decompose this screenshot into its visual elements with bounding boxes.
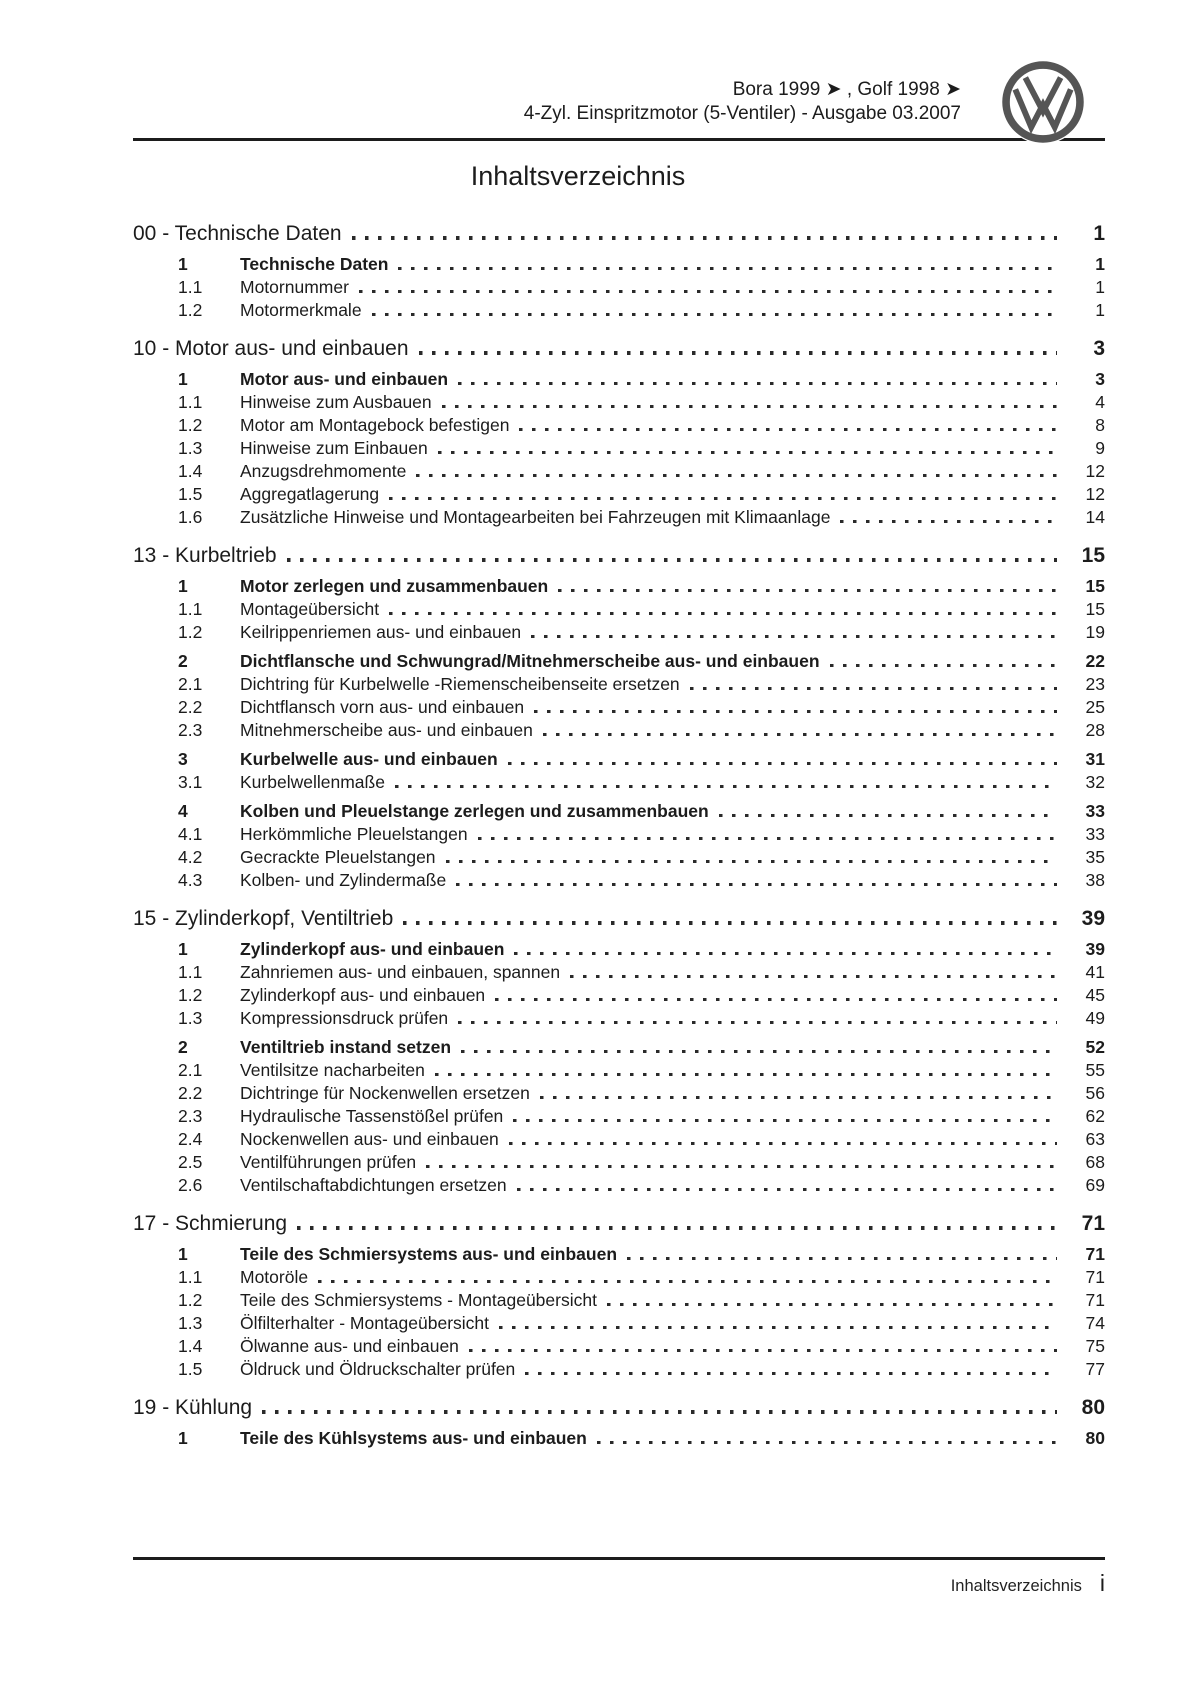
toc-item-row[interactable] xyxy=(133,483,1105,506)
dot-leader xyxy=(525,1372,1057,1376)
toc-item-row[interactable] xyxy=(133,823,1105,846)
toc-item-row[interactable] xyxy=(133,1266,1105,1289)
toc-item-number: 1.1 xyxy=(178,1267,203,1287)
dot-leader xyxy=(469,1349,1057,1353)
dot-leader xyxy=(531,635,1057,639)
toc-item-title: Ventiltrieb instand setzen xyxy=(240,1037,452,1057)
toc-item-number: 1.2 xyxy=(178,300,203,320)
toc-page-number: 3 xyxy=(1095,369,1105,389)
dot-leader xyxy=(318,1280,1057,1284)
toc-item-number: 1.3 xyxy=(178,1313,203,1333)
toc-item-row[interactable] xyxy=(133,368,1105,391)
toc-item-title: Keilrippenriemen aus- und einbauen xyxy=(240,622,522,642)
toc-chapter-row[interactable] xyxy=(133,905,1105,932)
toc-item-row[interactable] xyxy=(133,719,1105,742)
toc-item-number: 1.3 xyxy=(178,438,203,458)
toc-chapter-label: 13 - Kurbeltrieb xyxy=(133,544,277,567)
toc-page-number: 15 xyxy=(1085,599,1105,619)
toc-item-row[interactable] xyxy=(133,506,1105,529)
toc-item-row[interactable] xyxy=(133,869,1105,892)
page-footer xyxy=(133,1570,1105,1597)
toc-page-number: 75 xyxy=(1085,1336,1105,1356)
toc-item-row[interactable] xyxy=(133,1427,1105,1450)
toc-page-number: 80 xyxy=(1085,1428,1105,1448)
toc-item-row[interactable] xyxy=(133,1312,1105,1335)
toc-page-number: 49 xyxy=(1085,1008,1105,1028)
toc-page-number: 23 xyxy=(1085,674,1105,694)
toc-item-number: 2.4 xyxy=(178,1129,203,1149)
header-meta xyxy=(524,60,961,126)
toc-item-title: Montageübersicht xyxy=(240,599,380,619)
toc-item-row[interactable] xyxy=(133,984,1105,1007)
toc-page-number: 62 xyxy=(1085,1106,1105,1126)
dot-leader xyxy=(446,860,1057,864)
dot-leader xyxy=(478,837,1057,841)
toc-item-title: Anzugsdrehmomente xyxy=(240,461,407,481)
toc-item-title: Mitnehmerscheibe aus- und einbauen xyxy=(240,720,533,740)
toc-item-title: Zahnriemen aus- und einbauen, spannen xyxy=(240,962,561,982)
toc-item-row[interactable] xyxy=(133,748,1105,771)
toc-item-title: Kurbelwelle aus- und einbauen xyxy=(240,749,498,769)
toc-item-number: 1.4 xyxy=(178,1336,203,1356)
dot-leader xyxy=(435,1073,1057,1077)
dot-leader xyxy=(461,1050,1057,1054)
toc-page-number: 33 xyxy=(1085,824,1105,844)
dot-leader xyxy=(438,451,1057,455)
toc-item-row[interactable] xyxy=(133,1243,1105,1266)
toc-item-title: Hinweise zum Einbauen xyxy=(240,438,428,458)
toc-item-row[interactable] xyxy=(133,846,1105,869)
toc-item-title: Zylinderkopf aus- und einbauen xyxy=(240,985,486,1005)
dot-leader xyxy=(513,1119,1057,1123)
toc-item-row[interactable] xyxy=(133,575,1105,598)
toc-item-number: 1.4 xyxy=(178,461,203,481)
toc-item-row[interactable] xyxy=(133,621,1105,644)
dot-leader xyxy=(458,1021,1057,1025)
toc-item-row[interactable] xyxy=(133,391,1105,414)
toc-page-number: 71 xyxy=(1081,1212,1105,1235)
toc-item-number: 2.2 xyxy=(178,697,203,717)
toc-page-number: 8 xyxy=(1095,415,1105,435)
dot-leader xyxy=(719,814,1057,818)
toc-item-title: Gecrackte Pleuelstangen xyxy=(240,847,436,867)
toc-item-row[interactable] xyxy=(133,414,1105,437)
toc-item-row[interactable] xyxy=(133,1036,1105,1059)
dot-leader xyxy=(840,520,1057,524)
toc-page-number: 14 xyxy=(1085,507,1105,527)
toc-chapter-label: 10 - Motor aus- und einbauen xyxy=(133,337,409,360)
dot-leader xyxy=(403,921,1057,925)
toc-page-number: 55 xyxy=(1085,1060,1105,1080)
toc-item-title: Kompressionsdruck prüfen xyxy=(240,1008,449,1028)
toc-item-title: Technische Daten xyxy=(240,254,389,274)
toc-item-title: Zusätzliche Hinweise und Montagearbeiten bei Fahrzeugen mit Klimaanlage xyxy=(240,507,831,527)
toc-item-title: Kolben und Pleuelstange zerlegen und zusammenbauen xyxy=(240,801,709,821)
toc-page-number: 25 xyxy=(1085,697,1105,717)
toc-page-number: 39 xyxy=(1081,907,1105,930)
toc-item-number: 3 xyxy=(178,749,188,769)
toc-item-title: Aggregatlagerung xyxy=(240,484,380,504)
toc-page-number: 1 xyxy=(1093,222,1105,245)
dot-leader xyxy=(262,1410,1057,1414)
toc-item-title: Kolben- und Zylindermaße xyxy=(240,870,447,890)
toc-chapter-label: 00 - Technische Daten xyxy=(133,222,342,245)
dot-leader xyxy=(607,1303,1057,1307)
toc-item-row[interactable] xyxy=(133,650,1105,673)
vehicle-models-line: Bora 1999 ➤ , Golf 1998 ➤ xyxy=(732,79,961,100)
toc-item-row[interactable] xyxy=(133,961,1105,984)
toc-page-number: 41 xyxy=(1085,962,1105,982)
toc-item-title: Teile des Schmiersystems - Montageübersicht xyxy=(240,1290,597,1310)
toc-item-row[interactable] xyxy=(133,299,1105,322)
toc-item-number: 2 xyxy=(178,1037,188,1057)
toc-chapter-label: 15 - Zylinderkopf, Ventiltrieb xyxy=(133,907,394,930)
toc-page-number: 3 xyxy=(1093,337,1105,360)
toc-item-title: Ventilschaftabdichtungen ersetzen xyxy=(240,1175,507,1195)
toc-page-number: 32 xyxy=(1085,772,1105,792)
toc-item-row[interactable] xyxy=(133,253,1105,276)
toc-item-number: 1 xyxy=(178,939,188,959)
toc-page-number: 1 xyxy=(1095,300,1105,320)
toc-item-row[interactable] xyxy=(133,771,1105,794)
page-title: Inhaltsverzeichnis xyxy=(470,161,686,191)
toc-item-row[interactable] xyxy=(133,1174,1105,1197)
toc-item-number: 1.2 xyxy=(178,415,203,435)
toc-item-title: Motor zerlegen und zusammenbauen xyxy=(240,576,549,596)
toc-item-row[interactable] xyxy=(133,673,1105,696)
toc-page-number: 63 xyxy=(1085,1129,1105,1149)
toc-item-title: Öldruck und Öldruckschalter prüfen xyxy=(240,1359,516,1379)
toc-item-number: 1.1 xyxy=(178,277,203,297)
toc-page-number: 4 xyxy=(1095,392,1105,412)
toc-item-title: Ventilsitze nacharbeiten xyxy=(240,1060,425,1080)
toc-item-row[interactable] xyxy=(133,437,1105,460)
toc-item-number: 4.3 xyxy=(178,870,203,890)
toc-page-number: 28 xyxy=(1085,720,1105,740)
toc-item-row[interactable] xyxy=(133,1335,1105,1358)
toc-item-number: 2.3 xyxy=(178,1106,203,1126)
dot-leader xyxy=(517,1188,1057,1192)
dot-leader xyxy=(416,474,1057,478)
toc-item-title: Ventilführungen prüfen xyxy=(240,1152,417,1172)
toc-item-number: 2.6 xyxy=(178,1175,203,1195)
dot-leader xyxy=(509,1142,1057,1146)
toc-item-number: 1 xyxy=(178,1428,188,1448)
toc-page-number: 12 xyxy=(1085,461,1105,481)
dot-leader xyxy=(534,710,1057,714)
toc-item-number: 4 xyxy=(178,801,188,821)
toc-page-number: 19 xyxy=(1085,622,1105,642)
toc-item-row[interactable] xyxy=(133,598,1105,621)
dot-leader xyxy=(372,313,1057,317)
toc-page-number: 52 xyxy=(1085,1037,1105,1057)
toc-item-number: 2.3 xyxy=(178,720,203,740)
toc-item-title: Ölwanne aus- und einbauen xyxy=(240,1336,459,1356)
toc-item-title: Kurbelwellenmaße xyxy=(240,772,385,792)
toc-item-title: Dichtflansch vorn aus- und einbauen xyxy=(240,697,525,717)
toc-item-row[interactable] xyxy=(133,1007,1105,1030)
toc-item-row[interactable] xyxy=(133,460,1105,483)
toc-page-number: 15 xyxy=(1085,576,1105,596)
toc-page-number: 74 xyxy=(1085,1313,1105,1333)
dot-leader xyxy=(352,236,1057,240)
toc-chapter-row[interactable] xyxy=(133,542,1105,569)
toc-item-row[interactable] xyxy=(133,800,1105,823)
toc-item-title: Herkömmliche Pleuelstangen xyxy=(240,824,468,844)
toc-page-number: 68 xyxy=(1085,1152,1105,1172)
toc-item-row[interactable] xyxy=(133,1082,1105,1105)
toc-item-title: Teile des Schmiersystems aus- und einbauen xyxy=(240,1244,618,1264)
dot-leader xyxy=(514,952,1057,956)
toc-item-title: Motor am Montagebock befestigen xyxy=(240,415,510,435)
dot-leader xyxy=(389,612,1057,616)
toc-item-number: 1.2 xyxy=(178,1290,203,1310)
dot-leader xyxy=(495,998,1057,1002)
toc-chapter-row[interactable] xyxy=(133,335,1105,362)
toc-item-title: Teile des Kühlsystems aus- und einbauen xyxy=(240,1428,587,1448)
toc-page-number: 71 xyxy=(1085,1267,1105,1287)
toc-item-title: Hydraulische Tassenstößel prüfen xyxy=(240,1106,504,1126)
dot-leader xyxy=(540,1096,1057,1100)
toc-item-row[interactable] xyxy=(133,1128,1105,1151)
toc-item-number: 1 xyxy=(178,576,188,596)
toc-page-number: 56 xyxy=(1085,1083,1105,1103)
toc-item-number: 4.2 xyxy=(178,847,203,867)
toc-item-row[interactable] xyxy=(133,1289,1105,1312)
toc-item-row[interactable] xyxy=(133,1151,1105,1174)
footer-divider xyxy=(133,1557,1105,1560)
toc-page-number: 31 xyxy=(1085,749,1105,769)
toc-item-title: Dichtring für Kurbelwelle -Riemenscheibenseite ersetzen xyxy=(240,674,680,694)
toc-item-number: 1.3 xyxy=(178,1008,203,1028)
toc-item-number: 2.1 xyxy=(178,674,203,694)
toc-page-number: 1 xyxy=(1095,277,1105,297)
toc-item-number: 1 xyxy=(178,254,188,274)
toc-item-title: Motormerkmale xyxy=(240,300,362,320)
toc-item-number: 2.1 xyxy=(178,1060,203,1080)
toc-page-number: 77 xyxy=(1085,1359,1105,1379)
toc-item-number: 1.2 xyxy=(178,622,203,642)
footer-label: Inhaltsverzeichnis xyxy=(950,1577,1082,1595)
dot-leader xyxy=(570,975,1057,979)
toc-chapter-row[interactable] xyxy=(133,1394,1105,1421)
toc-item-number: 2 xyxy=(178,651,188,671)
page-header xyxy=(133,0,1105,144)
toc-item-row[interactable] xyxy=(133,938,1105,961)
dot-leader xyxy=(456,883,1057,887)
dot-leader xyxy=(359,290,1057,294)
dot-leader xyxy=(419,351,1057,355)
toc-chapter-row[interactable] xyxy=(133,220,1105,247)
toc-item-row[interactable] xyxy=(133,1059,1105,1082)
toc-item-title: Motor aus- und einbauen xyxy=(240,369,449,389)
toc-page-number: 12 xyxy=(1085,484,1105,504)
dot-leader xyxy=(558,589,1057,593)
toc-item-number: 1.5 xyxy=(178,1359,203,1379)
toc-item-number: 3.1 xyxy=(178,772,203,792)
toc-item-number: 2.5 xyxy=(178,1152,203,1172)
toc-page-number: 38 xyxy=(1085,870,1105,890)
toc-page-number: 1 xyxy=(1095,254,1105,274)
toc-page-number: 69 xyxy=(1085,1175,1105,1195)
toc-item-title: Nockenwellen aus- und einbauen xyxy=(240,1129,499,1149)
toc-item-row[interactable] xyxy=(133,276,1105,299)
dot-leader xyxy=(395,785,1057,789)
toc-page-number: 33 xyxy=(1085,801,1105,821)
dot-leader xyxy=(389,497,1057,501)
dot-leader xyxy=(690,687,1057,691)
dot-leader xyxy=(597,1441,1057,1445)
toc-page-number: 71 xyxy=(1085,1244,1105,1264)
toc-page-number: 9 xyxy=(1095,438,1105,458)
toc-chapter-label: 19 - Kühlung xyxy=(133,1396,253,1419)
toc-item-row[interactable] xyxy=(133,696,1105,719)
dot-leader xyxy=(398,267,1057,271)
toc-chapter-label: 17 - Schmierung xyxy=(133,1212,288,1235)
toc-item-number: 4.1 xyxy=(178,824,203,844)
toc-item-title: Ölfilterhalter - Montageübersicht xyxy=(240,1313,489,1333)
toc-item-number: 1.2 xyxy=(178,985,203,1005)
toc-page-number: 71 xyxy=(1085,1290,1105,1310)
dot-leader xyxy=(442,405,1057,409)
toc-item-title: Motornummer xyxy=(240,277,349,297)
toc-item-number: 1.1 xyxy=(178,962,203,982)
toc-item-title: Motoröle xyxy=(240,1267,309,1287)
dot-leader xyxy=(458,382,1057,386)
table-of-contents xyxy=(133,220,1105,1450)
toc-page-number: 45 xyxy=(1085,985,1105,1005)
toc-item-number: 1.6 xyxy=(178,507,203,527)
dot-leader xyxy=(499,1326,1057,1330)
toc-page-number: 39 xyxy=(1085,939,1105,959)
header-divider xyxy=(133,138,1105,141)
toc-item-number: 1 xyxy=(178,1244,188,1264)
dot-leader xyxy=(426,1165,1057,1169)
toc-page-number: 35 xyxy=(1085,847,1105,867)
toc-item-number: 1.1 xyxy=(178,392,203,412)
dot-leader xyxy=(543,733,1057,737)
dot-leader xyxy=(297,1226,1057,1230)
toc-item-number: 2.2 xyxy=(178,1083,203,1103)
vw-logo-icon xyxy=(1001,60,1085,144)
dot-leader xyxy=(830,664,1057,668)
toc-item-title: Zylinderkopf aus- und einbauen xyxy=(240,939,505,959)
toc-page-number: 22 xyxy=(1085,651,1105,671)
toc-item-title: Hinweise zum Ausbauen xyxy=(240,392,432,412)
toc-item-title: Dichtringe für Nockenwellen ersetzen xyxy=(240,1083,530,1103)
toc-item-row[interactable] xyxy=(133,1105,1105,1128)
engine-edition-line: 4-Zyl. Einspritzmotor (5-Ventiler) - Ausgabe 03.2007 xyxy=(523,103,961,124)
toc-item-number: 1 xyxy=(178,369,188,389)
toc-item-title: Dichtflansche und Schwungrad/Mitnehmerscheibe aus- und einbauen xyxy=(240,651,820,671)
toc-page-number: 15 xyxy=(1081,544,1105,567)
dot-leader xyxy=(627,1257,1057,1261)
dot-leader xyxy=(508,762,1057,766)
dot-leader xyxy=(287,558,1057,562)
toc-page-number: 80 xyxy=(1081,1396,1105,1419)
toc-item-number: 1.5 xyxy=(178,484,203,504)
footer-page-number: i xyxy=(1099,1570,1105,1596)
dot-leader xyxy=(519,428,1057,432)
toc-item-number: 1.1 xyxy=(178,599,203,619)
toc-chapter-row[interactable] xyxy=(133,1210,1105,1237)
toc-item-row[interactable] xyxy=(133,1358,1105,1381)
